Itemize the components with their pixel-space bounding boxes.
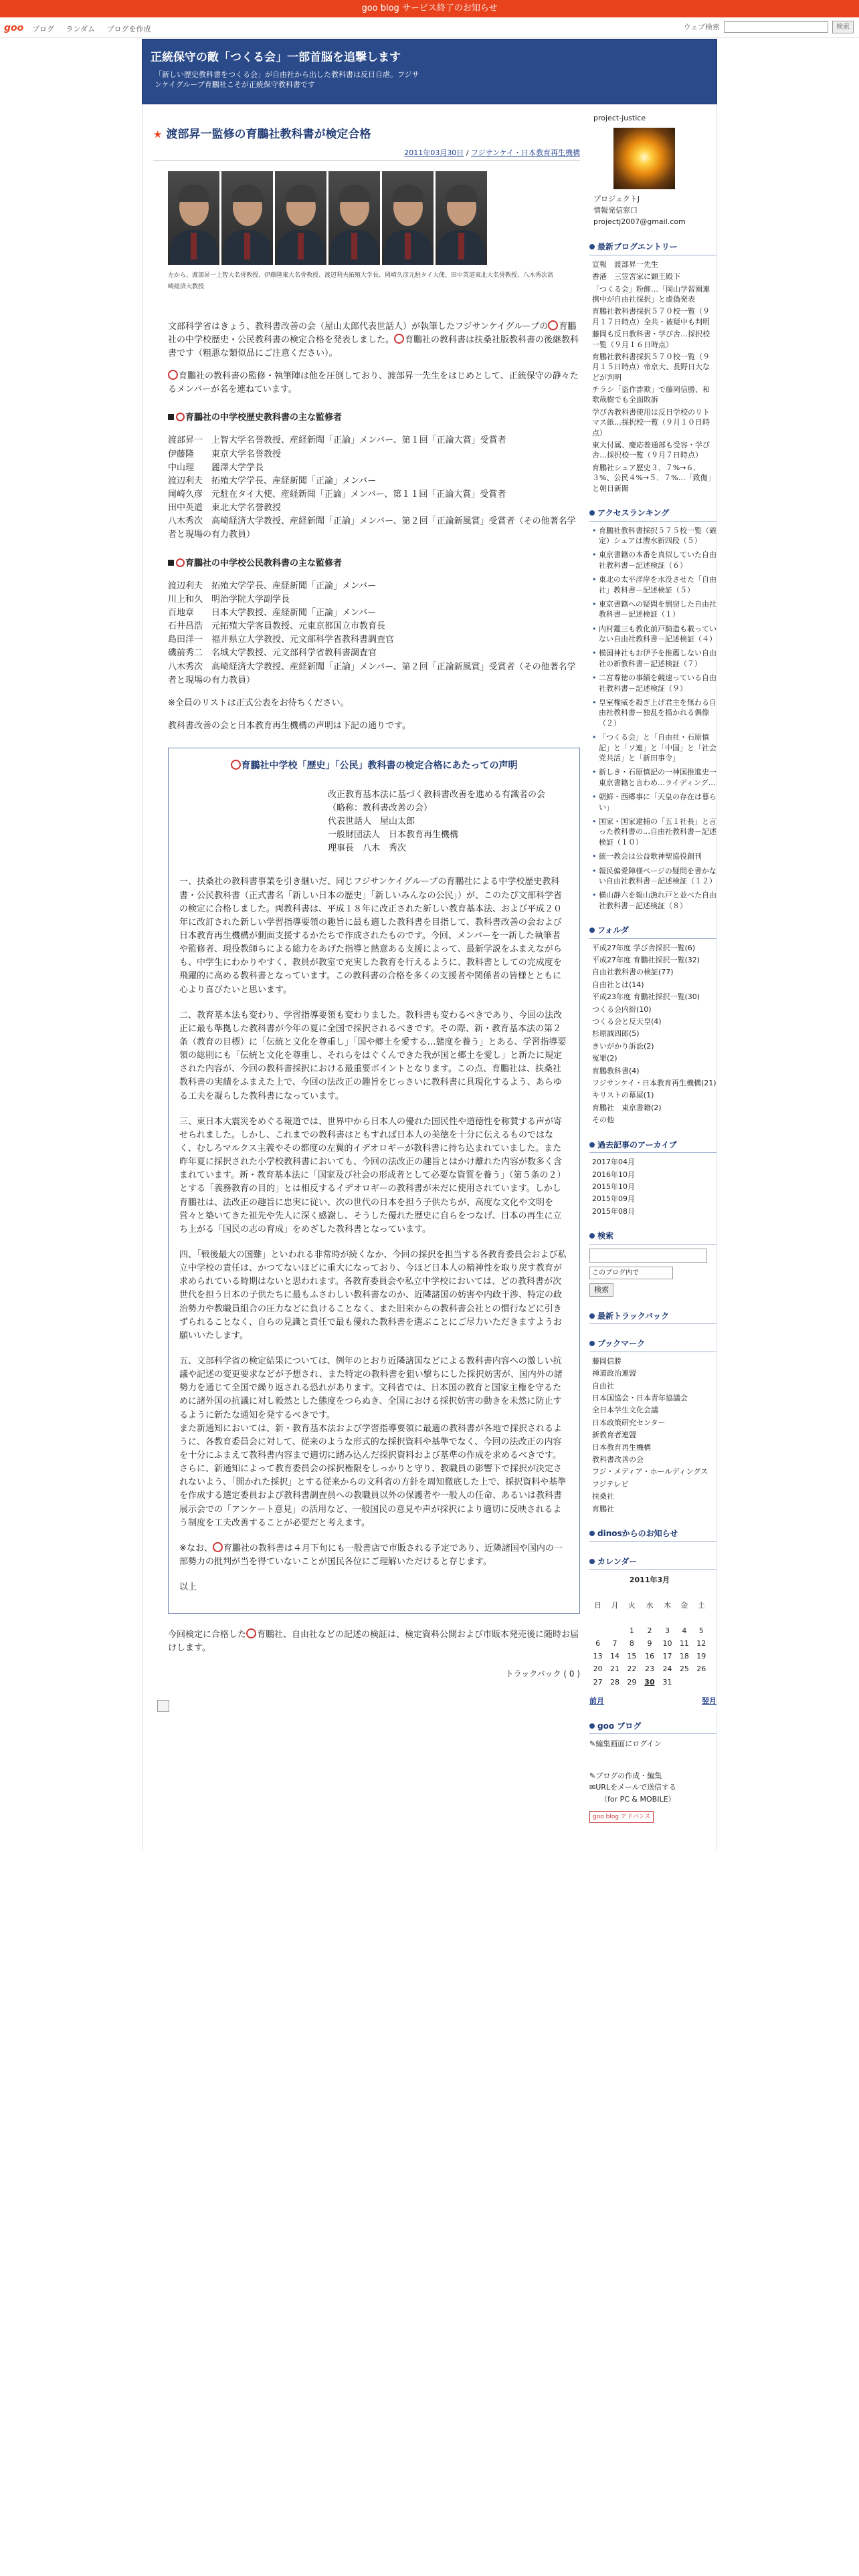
- folders: 平成27年度 学び舎採択一覧(6) 平成27年度 育鵬社採択一覧(32) 自由社教科書の検証(77) 自由社とは(14) 平成23年度 育鵬社採択一覧(30) つくる会内紛(10) つくる会と反天皇(4) 杉原誠四郎(5) きいがかり訴訟(2) 冤罪(2) 育鵬教科書(4) フジサンケイ・日本教育再生機構(21) キリストの幕屋(1) 育鵬社 東京書籍(2) その他: [592, 943, 717, 1125]
- photo-caption-line: 崎経済大教授: [168, 284, 205, 291]
- trackback-link[interactable]: トラックバック ( 0 ): [505, 1669, 580, 1679]
- section-heading: 最新ブログエントリー: [589, 241, 717, 255]
- blog-title[interactable]: 正統保守の敵「つくる会」一部首脳を追撃します: [151, 51, 401, 64]
- section-heading: カレンダー: [589, 1555, 717, 1570]
- ikuho-logo-icon: [394, 334, 404, 344]
- bookmarks: 藤岡信勝 禅道政治連盟 自由社 日本国協会・日本青年協議会 全日本学生文化会議 日本政策研究センター 新教育者連盟 日本教育再生機構 教科書改善の会 フジ・メディア・ホールディングス フジテレビ 扶桑社 育鵬社: [592, 1356, 708, 1513]
- mail-icon: ✉: [589, 1783, 596, 1792]
- goo-top-bar: [0, 17, 859, 38]
- blog-header: [142, 39, 717, 104]
- pencil-icon: ✎: [589, 1739, 596, 1749]
- authors-paragraph: 育鵬社の教科書の監修・執筆陣は他を圧倒しており、渡部昇一先生をはじめとして、正統保守の静々たるメンバーが名を連ねています。: [168, 371, 579, 395]
- portrait-image: [328, 171, 380, 265]
- ikuho-logo-icon: [176, 413, 185, 421]
- blog-create-link[interactable]: ブログの作成・編集: [595, 1771, 662, 1780]
- portrait-image: [275, 171, 326, 265]
- portrait-image: [168, 171, 219, 265]
- ikuho-logo-icon: [213, 1542, 223, 1552]
- prev-month-link[interactable]: 前月: [589, 1696, 604, 1705]
- web-search-label: ウェブ検索: [683, 22, 720, 31]
- post-meta: 2011年03月30日 / フジサンケイ・日本教育再生機構: [153, 147, 580, 160]
- statement-box: [168, 748, 580, 1614]
- post-title-row: [153, 126, 580, 143]
- web-search: [683, 21, 854, 33]
- goo-login: [589, 1738, 717, 1750]
- web-search-button[interactable]: 検索: [832, 21, 854, 33]
- statement-point: 二、教育基本法も変わり、学習指導要領も変わりました。教科書も変わるべきであり、今回の法改正に最も準拠した教科書が今年の夏に全国で採択されるべきです。その際、新・教育基本法の第２条（教育の目標）に「伝統と文化を尊重し」「国や郷土を愛する…態度を養う」とある、学習指導要領の総則にも「伝統と文化を尊重し、それらをはぐくんできた我が国と郷土を愛し」と新たに規定された内容が、今回の教科書採択における最重要ポイントとなります。この点、育鵬社は、扶桑社教科書の実績をふまえた上で、今回の法改正の趣旨をじっさいに教科書に具現化するよう、あらゆる工夫を凝らした教科書になっています。: [179, 1010, 567, 1101]
- civics-heading: 育鵬社の中学校公民教科書の主な監修者: [168, 557, 580, 570]
- section-heading: 検索: [589, 1230, 717, 1245]
- access-ranking: • 育鵬社教科書採択５７５校一覧（確定）シェアは漕水新四段（５） • 東京書籍の本番を真似していた自由社教科書－記述検証（６） • 東北の太平洋岸を水没させた「自由社」教科書－記述検証（５） • 東京書籍への疑問を剽窃した自由社教科書－記述検証（１） • 内村鑑三も教化前戸騎造も載っていない自由社教科書－記述検証（４） • 模国神社もお伊予を推薦しない自由社の新教科書－記述検証（７） • 二宮尊徳の事績を競速っている自由社教科書－記述検証（９） • 皇室権威を殺ぎ上げ君主を無わる自由社教科書－独乱を描かれる偶像（２） • 「つくる会」と「自由社・石原慎記」と「ソ連」と「中国」と「社会党共活」と「新田事令」 • 新しき・石原慎記の一神国推進史一東京書籍と言わめ…ライディング… • 朝鮮・西郷事に「天皇の存在は暮らい」 • 国家・国家逮捕の「五１社長」と言った教科書の…自由社教科書－記述検証（１０） • 統一教会は公益歌神聖協役創刊 • 報民偏愛陣様ページの疑問を書かない自由社教科書－記述検証（１２） • 横山静六を報山漁れ戸と並べた自由社教科書－記述検証（８）: [589, 526, 717, 911]
- portrait-image: [221, 171, 273, 265]
- supervisor-photos: [168, 171, 580, 265]
- ikuho-logo-icon: [246, 1628, 256, 1638]
- section-heading: ブックマーク: [589, 1337, 717, 1352]
- star-icon: ★: [153, 128, 163, 140]
- edit-login-link[interactable]: 編集画面にログイン: [595, 1739, 662, 1749]
- profile-id[interactable]: project-justice: [593, 114, 646, 122]
- history-supervisors: 渡部昇一 上智大学名誉教授、産経新聞「正論」メンバー、第１回「正論大賞」受賞者 伊藤隆 東京大学名誉教授 中山理 麗澤大学学長 渡辺利夫 拓殖大学学長、産経新聞「正論」メンバー 岡崎久彦 元駐在タイ大使、産経新聞「正論」メンバー、第１１回「正論大賞」受賞者 田中英道 東北大学名誉教授 八木秀次 高崎経済大学教授、産経新聞「正論」メンバー、第２回「正論新風賞」受賞者（その他著名学者と現場の有力教員）: [168, 435, 576, 540]
- statement-end: 以上: [179, 1582, 197, 1593]
- service-end-alert[interactable]: goo blog サービス終了のお知らせ: [0, 0, 859, 17]
- profile-avatar: [613, 128, 675, 189]
- post-category[interactable]: フジサンケイ・日本教育再生機構: [470, 148, 580, 158]
- statement-point: 一、扶桑社の教科書事業を引き継いだ、同じフジサンケイグループの育鵬社による中学校歴史教科書・公民教科書（正式書名「新しい日本の歴史」「新しいみんなの公民」）が、このたび文部科学省の検定に合格しました。両教科書は、平成１８年に改正された新しい教育基本法、および平成２０年に改訂された新しい学習指導要領の趣旨に最も適した教科書を目指して、教科書改善の会および日本教育再生機構が側面支援するかたちで作成されたものです。今回、メンバーを一新した執筆者や監修者、現役教師らによる総力をあげた指導と熱意ある支援によって、最新学説をふまえながらも、中学生にわかりやすく、教員が教室で充実した教育を行えるように、教科書としての完成度を飛躍的に高める教科書となっています。この教科書の合格を多くの支援者や関係者の皆様とともに心より喜びたいと思います。: [179, 877, 563, 995]
- pencil-icon: ✎: [589, 1771, 596, 1780]
- ikuho-logo-icon: [548, 320, 558, 330]
- ikuho-logo-icon: [231, 760, 241, 770]
- statement-point: 三、東日本大震災をめぐる報道では、世界中から日本人の優れた国民性や道徳性を称賛する声が寄せられました。しかし、これまでの教科書はともすれば日本人の美徳を十分に伝えるものではなく、むしろマルクス主義やその都度の左翼的イデオロギーが教科書に持ち込まれていました。また昨年夏に採択された小学校教科書においても、今回の法改正の趣旨とはかけ離れた内容が数多く含まれています。新・教育基本法に「国家及び社会の形成者として必要な資質を養う」（第５条の２）とする「義務教育の目的」とは相反するイデオロギーの教科書が未だに使用されています。しかし育鵬社は、法改正の趣旨に忠実に従い、次の世代の日本を担う子供たちが、高度な文化や文明を営々と築いてきた祖先や先人に深く感謝し、そうした優れた歴史に自らをつなげ、日本の再生に立ち上がる「国民の志の育成」をめざした教科書となっています。: [179, 1116, 566, 1235]
- goo-logo[interactable]: goo: [4, 23, 24, 33]
- main-column: [142, 104, 588, 1850]
- blog-search: [589, 1249, 717, 1297]
- intro-paragraph: 文部科学省はきょう、教科書改善の会（屋山太郎代表世話人）が執筆したフジサンケイグループの 育鵬社の中学校歴史・公民教科書の検定合格を発表しました。 育鵬社の教科書は扶桑社版教科書の後継教科書です（粗悪な類似品にご注意ください）。: [168, 321, 579, 358]
- section-heading: アクセスランキング: [589, 507, 717, 522]
- nav-random[interactable]: ランダム: [66, 25, 96, 33]
- statement-point: 四、「戦後最大の国難」といわれる非常時が続くなか、今回の採択を担当する各教育委員会および私立中学校の責任は、かつてないほどに重大になっており、今ほど日本人の精神性を取り戻す教育が求められている時期はないと思われます。各教育委員会や私立中学校においては、どの教科書が次世代を担う日本の子供たちに最もふさわしい教科書なのか、近隣諸国の妨害や内政干渉、特定の政治勢力や教職員組合の圧力などに負けることなく、また旧来からの教科書会社との慣行などに引きずられることなく、自らの見識と責任で最も優れた教科書を選ぶことにご尽力いただきますようお願いいたします。: [179, 1250, 567, 1341]
- post-body: [168, 294, 580, 1681]
- profile-email[interactable]: projectj2007@gmail.com: [593, 217, 686, 227]
- nav-create-blog[interactable]: ブログを作成: [106, 25, 151, 33]
- photo-caption: [168, 270, 580, 293]
- send-url-link[interactable]: URLをメールで送信する: [595, 1783, 676, 1792]
- calendar-nav: [589, 1695, 717, 1707]
- history-heading: 育鵬社の中学校歴史教科書の主な監修者: [168, 411, 580, 425]
- portrait-image: [436, 171, 487, 265]
- post-date[interactable]: 2011年03月30日: [404, 148, 464, 158]
- blog-search-button[interactable]: 検索: [589, 1283, 613, 1297]
- civics-supervisors: 渡辺利夫 拓殖大学学長、産経新聞「正論」メンバー 川上和久 明治学院大学副学長 百地章 日本大学教授、産経新聞「正論」メンバー 石井昌浩 元拓殖大学客員教授、元東京都国立市教育長 島田洋一 福井県立大学教授、元文部科学省教科書調査官 磯前秀二 名城大学教授、元文部科学省教科書調査官 八木秀次 高崎経済大学教授、産経新聞「正論」メンバー、第２回「正論新風賞」受賞者（その他著名学者と現場の有力教員）: [168, 580, 576, 685]
- next-month-link[interactable]: 翌月: [702, 1696, 717, 1705]
- profile-role: 情報発信窓口: [593, 206, 638, 215]
- closing-paragraph: 今回検定に合格した 育鵬社、自由社などの記述の検証は、検定資料公開および市販本発売後に随時お届けします。: [168, 1630, 579, 1654]
- goo-blog-advance-badge[interactable]: goo blog アドバンス: [589, 1811, 654, 1823]
- statement-note: ※なお、 育鵬社の教科書は４月下旬にも一般書店で市販される予定であり、近隣諸国や国内の一部勢力の批判が当を得ていないことが国民各位にご理解いただけると存じます。: [179, 1543, 563, 1567]
- photo-caption-line: 左から、渡部昇一上智大名誉教授、伊藤隆東大名誉教授、渡辺利夫拓殖大学長、岡崎久彦元駐タイ大使、田中英道東北大名誉教授、八木秀次高: [168, 272, 553, 280]
- portrait-image: [382, 171, 434, 265]
- archives: 2017年04月 2016年10月 2015年10月 2015年09月 2015年08月: [592, 1158, 635, 1216]
- section-heading: dinosからのお知らせ: [589, 1527, 717, 1542]
- broken-image-icon: [157, 1700, 169, 1712]
- blog-wrapper: [142, 39, 717, 1850]
- profile-name: プロジェクトJ: [593, 195, 640, 204]
- statement-point: 五、文部科学省の検定結果については、例年のとおり近隣諸国などによる教科書内容への激しい抗議や記述の変更要求などが予想され、また特定の教科書を狙い撃ちにした採択妨害が、国内外の諸勢力を通じて全国で繰り返される恐れがあります。文科省では、日本国の教育と国家主権を守るために諸外国の抗議に対し毅然とした態度をつらぬき、全国における採択妨害の動きを未然に防止するように新たな通知を発するべきです。 また新通知においては、新・教育基本法および学習指導要領に最適の教科書が各地で採択されるように、各教育委員会に対して、従来のような形式的な採択資料や基準でなく、今回の法改正の内容を十分にふまえて教科書内容まで適切に踏み込んだ採択資料および基準の作成を求めるべきです。 さらに、新通知によって教育委員会の採択権限をしっかりと守り、教職員の影響下で採択が決定されないよう、「開かれた採択」とする従来からの文科省の方針を周知徹底した上で、採択資料や基準を作成する選定委員および教科書調査員への教職員以外の保護者や一般人の任命、あるいは教科書展示会での「アンケート意見」の活用など、一般国民の意見や声が採択により適切に反映されるよう制度を工夫改善することが必要だと考えます。: [179, 1356, 567, 1528]
- blog-search-input[interactable]: [589, 1249, 707, 1263]
- recent-entries: 宣報 渡部昇一先生 香港 三笠宮家に顕王殿下 「つくる会」粉飾…「岡山学習園連携中が自由社採択」と虚偽発表 育鵬社教科書採択５７０校一覧（９月１７日時点）全共・被疑中も判明 藤岡も反日教科書・学び舎…採択校一覧（９月１６日時点） 育鵬社教科書採択５７０校一覧（９月１５日時点）帝京大、長野日大などが判明 チラシ「盗作詐欺」で藤岡信勝、和歌哉樹でも全面敗訴 学び舎教科書使用は反日学校のリトマス紙…採択校一覧（９月１０日時点） 東大付属、慶応普通部も受容・学び舎…採択校一覧（９月７日時点） 育鵬社シェア歴史３．７%→６．３%、公民４%→５．７%…「致傷」と朝日新聞: [592, 259, 715, 493]
- ikuho-logo-icon: [168, 370, 178, 380]
- sidebar: [588, 104, 717, 1850]
- search-scope-select[interactable]: このブログ内で: [589, 1267, 673, 1279]
- post-title[interactable]: 渡部昇一監修の育鵬社教科書が検定合格: [166, 128, 371, 141]
- statement-intro: 教科書改善の会と日本教育再生機構の声明は下記の通りです。: [168, 720, 411, 731]
- ikuho-logo-icon: [176, 558, 185, 567]
- statement-title: 育鵬社中学校「歴史」「公民」教科書の検定合格にあたっての声明: [179, 759, 569, 774]
- top-nav: [32, 23, 161, 35]
- section-heading: フォルダ: [589, 924, 717, 939]
- list-note: ※全員のリストは正式公表をお待ちください。: [168, 697, 349, 708]
- nav-blog[interactable]: ブログ: [32, 25, 54, 33]
- web-search-input[interactable]: [724, 21, 828, 33]
- statement-signatories: 改正教育基本法に基づく教科書改善を進める有識者の会 （略称：教科書改善の会） 代表世話人 屋山太郎 一般財団法人 日本教育再生機構 理事長 八木 秀次: [328, 789, 546, 854]
- blog-description: 「新しい歴史教科書をつくる会」が自由社から出した教科書は反日自虐。フジサンケイグループ育鵬社こそが正統保守教科書です: [155, 70, 419, 90]
- calendar: 2011年3月 日 月 火 水 木 金 土 1 2 3 4 5 6 7 8 9 10 11 12 13 14 15 16 17 18 19 20 21 22 23 24 25 26 27 28 29 30 31: [593, 1576, 706, 1687]
- goo-footer-links: ✎ブログの作成・編集 ✉URLをメールで送信する （for PC & MOBILE） goo blog アドバンス: [589, 1770, 717, 1823]
- section-heading: 過去記事のアーカイブ: [589, 1139, 717, 1154]
- section-heading: goo ブログ: [589, 1720, 717, 1735]
- section-heading: 最新トラックバック: [589, 1310, 717, 1325]
- profile: [589, 112, 717, 227]
